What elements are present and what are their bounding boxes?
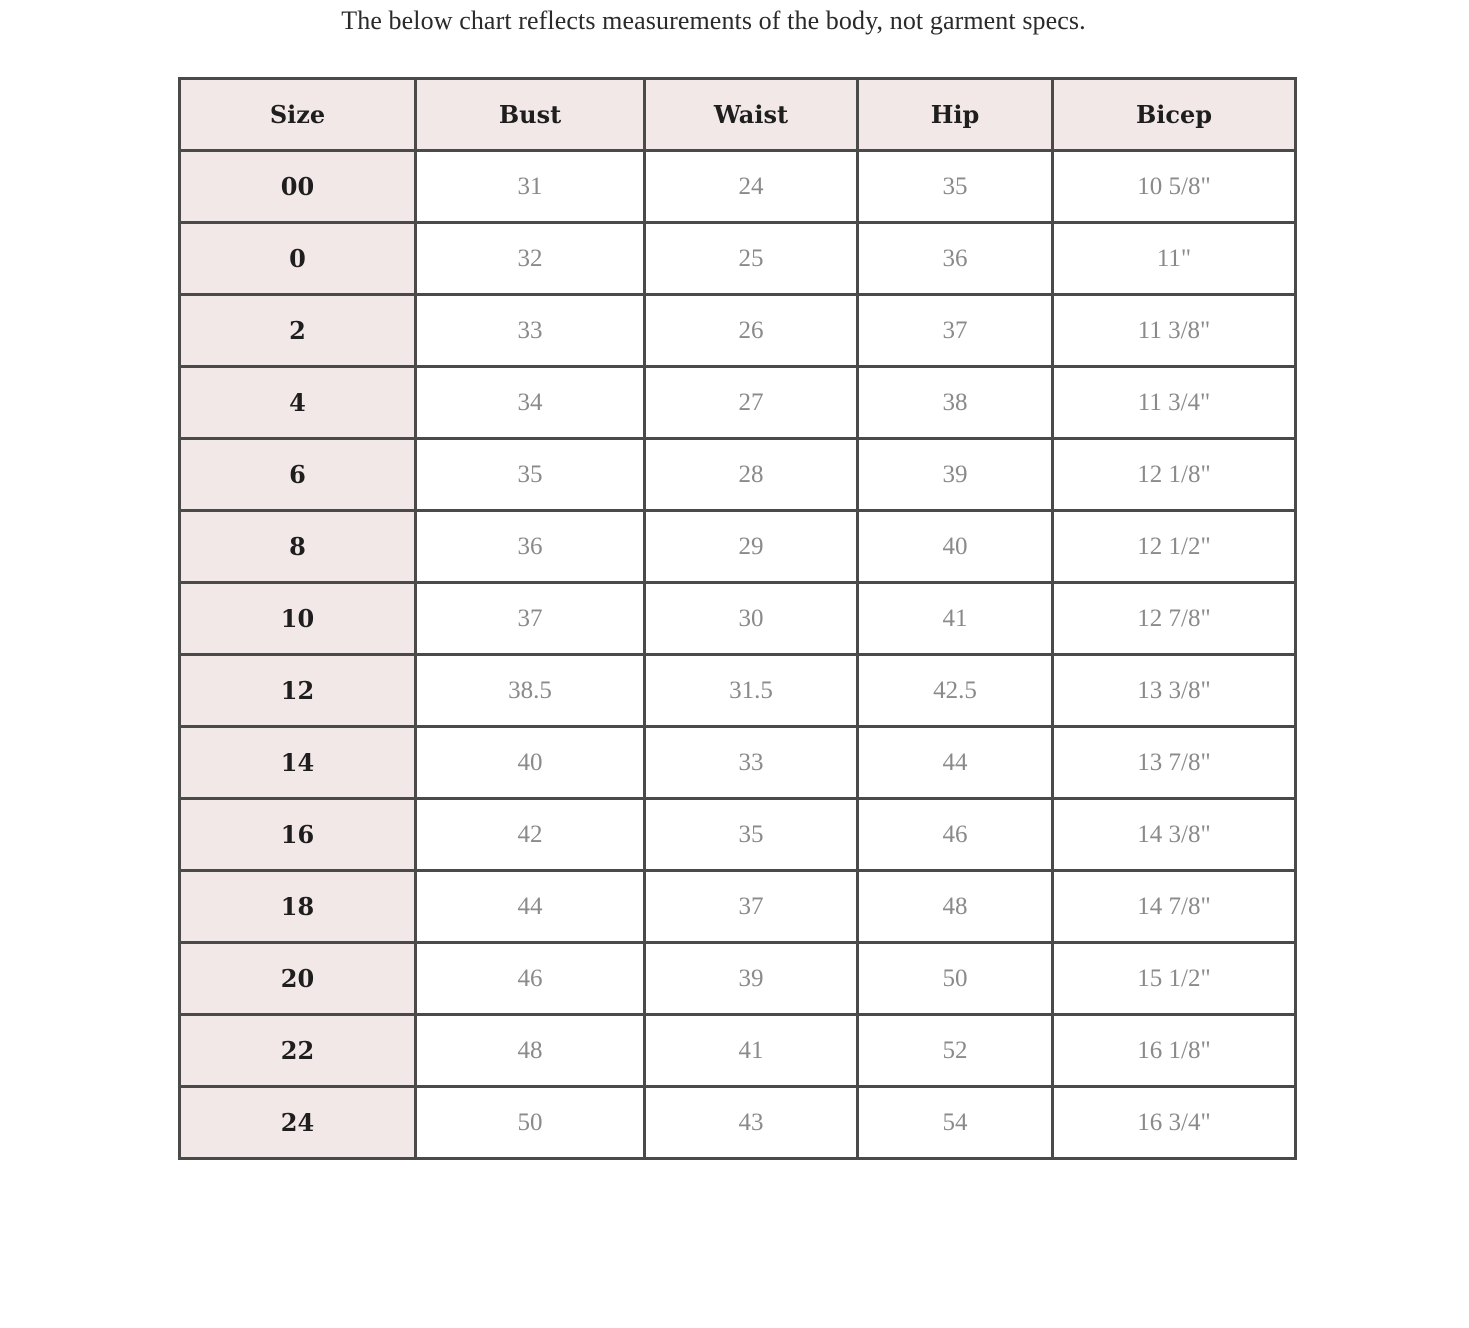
waist-value-cell: 37: [645, 871, 858, 943]
size-label-cell: 4: [180, 367, 416, 439]
hip-value-cell: 46: [858, 799, 1053, 871]
size-chart-table: [178, 77, 1297, 1160]
size-label-cell: 8: [180, 511, 416, 583]
table-row: [180, 223, 1296, 295]
bicep-value-cell: 11": [1053, 223, 1296, 295]
table-body: [180, 151, 1296, 1159]
bicep-value-cell: 14 7/8": [1053, 871, 1296, 943]
bust-value-cell: 33: [416, 295, 645, 367]
hip-value-cell: 38: [858, 367, 1053, 439]
table-row: [180, 439, 1296, 511]
bust-value-cell: 40: [416, 727, 645, 799]
hip-value-cell: 54: [858, 1087, 1053, 1159]
bust-value-cell: 37: [416, 583, 645, 655]
waist-value-cell: 31.5: [645, 655, 858, 727]
table-row: [180, 1015, 1296, 1087]
bust-value-cell: 48: [416, 1015, 645, 1087]
bust-value-cell: 35: [416, 439, 645, 511]
hip-value-cell: 41: [858, 583, 1053, 655]
hip-value-cell: 50: [858, 943, 1053, 1015]
size-label-cell: 0: [180, 223, 416, 295]
table-row: [180, 295, 1296, 367]
bicep-value-cell: 12 7/8": [1053, 583, 1296, 655]
bicep-value-cell: 11 3/8": [1053, 295, 1296, 367]
table-row: [180, 583, 1296, 655]
waist-value-cell: 25: [645, 223, 858, 295]
waist-value-cell: 41: [645, 1015, 858, 1087]
bicep-value-cell: 14 3/8": [1053, 799, 1296, 871]
waist-value-cell: 30: [645, 583, 858, 655]
waist-value-cell: 33: [645, 727, 858, 799]
size-label-cell: 6: [180, 439, 416, 511]
hip-value-cell: 52: [858, 1015, 1053, 1087]
table-row: [180, 511, 1296, 583]
bicep-value-cell: 10 5/8": [1053, 151, 1296, 223]
bicep-value-cell: 16 1/8": [1053, 1015, 1296, 1087]
waist-value-cell: 24: [645, 151, 858, 223]
size-label-cell: 18: [180, 871, 416, 943]
bust-value-cell: 36: [416, 511, 645, 583]
header-hip: Hip: [858, 79, 1053, 151]
bust-value-cell: 44: [416, 871, 645, 943]
header-row: [180, 79, 1296, 151]
waist-value-cell: 28: [645, 439, 858, 511]
table-row: [180, 799, 1296, 871]
size-label-cell: 24: [180, 1087, 416, 1159]
hip-value-cell: 39: [858, 439, 1053, 511]
waist-value-cell: 26: [645, 295, 858, 367]
size-label-cell: 12: [180, 655, 416, 727]
hip-value-cell: 36: [858, 223, 1053, 295]
table-row: [180, 151, 1296, 223]
hip-value-cell: 35: [858, 151, 1053, 223]
hip-value-cell: 44: [858, 727, 1053, 799]
bust-value-cell: 32: [416, 223, 645, 295]
table-row: [180, 943, 1296, 1015]
waist-value-cell: 29: [645, 511, 858, 583]
size-label-cell: 22: [180, 1015, 416, 1087]
bust-value-cell: 42: [416, 799, 645, 871]
size-label-cell: 10: [180, 583, 416, 655]
bicep-value-cell: 15 1/2": [1053, 943, 1296, 1015]
size-label-cell: 00: [180, 151, 416, 223]
bicep-value-cell: 12 1/8": [1053, 439, 1296, 511]
table-row: [180, 367, 1296, 439]
bust-value-cell: 46: [416, 943, 645, 1015]
bicep-value-cell: 12 1/2": [1053, 511, 1296, 583]
table-row: [180, 655, 1296, 727]
table-row: [180, 1087, 1296, 1159]
bicep-value-cell: 13 3/8": [1053, 655, 1296, 727]
table-row: [180, 727, 1296, 799]
waist-value-cell: 27: [645, 367, 858, 439]
waist-value-cell: 43: [645, 1087, 858, 1159]
header-bicep: Bicep: [1053, 79, 1296, 151]
bicep-value-cell: 13 7/8": [1053, 727, 1296, 799]
size-label-cell: 2: [180, 295, 416, 367]
table-row: [180, 871, 1296, 943]
waist-value-cell: 39: [645, 943, 858, 1015]
hip-value-cell: 37: [858, 295, 1053, 367]
chart-caption: The below chart reflects measurements of the body, not garment specs.: [341, 6, 1086, 35]
header-size: Size: [180, 79, 416, 151]
table-header: [180, 79, 1296, 151]
hip-value-cell: 42.5: [858, 655, 1053, 727]
bicep-value-cell: 16 3/4": [1053, 1087, 1296, 1159]
bust-value-cell: 34: [416, 367, 645, 439]
header-waist: Waist: [645, 79, 858, 151]
bust-value-cell: 31: [416, 151, 645, 223]
hip-value-cell: 40: [858, 511, 1053, 583]
bust-value-cell: 38.5: [416, 655, 645, 727]
size-label-cell: 14: [180, 727, 416, 799]
bicep-value-cell: 11 3/4": [1053, 367, 1296, 439]
size-label-cell: 20: [180, 943, 416, 1015]
size-label-cell: 16: [180, 799, 416, 871]
waist-value-cell: 35: [645, 799, 858, 871]
bust-value-cell: 50: [416, 1087, 645, 1159]
header-bust: Bust: [416, 79, 645, 151]
hip-value-cell: 48: [858, 871, 1053, 943]
